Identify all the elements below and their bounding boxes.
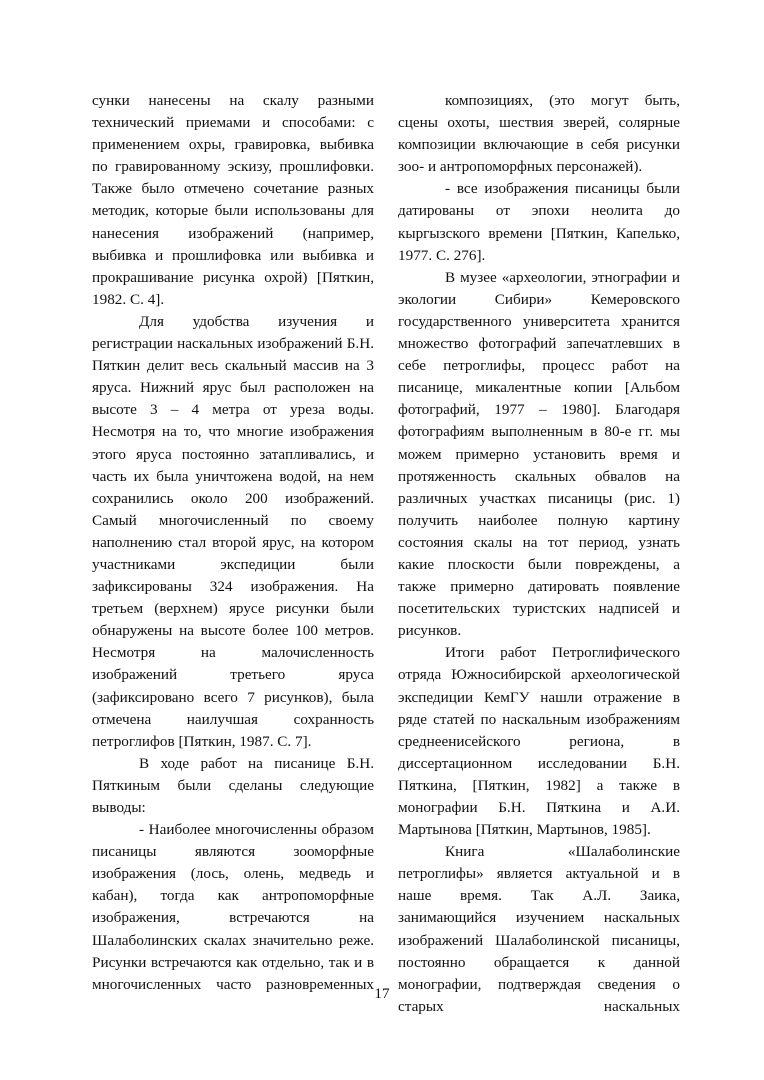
paragraph: композициях, (это могут быть, сцены охоты, шествия зверей, солярные композиции включающие в себя рисунки зоо- и антропоморфных персонажей).: [398, 92, 680, 176]
paragraph: - Наиболее многочисленны образом писаницы являются зооморфные изображения (лось, олень, медведь и кабан), тогда как антропоморфные изображения, встречаются на Шалаболинских скалах значительно реже. Рисунки встречаются как отдельно, так и в многочисленных часто разновременных: [92, 821, 374, 993]
paragraph: В музее «археологии, этнографии и экологии Сибири» Кемеровского государственного университета хранится множество фотографий запечатлевших в себе петроглифы, процесс работ на писанице, микалентные копии [Альбом фотографий, 1977 – 1980]. Благодаря фотографиям выполненным в 80-е гг. мы можем примерно установить время и протяженность скальных обвалов на различных участках писаницы (рис. 1) получить наиболее полную картину состояния скалы на тот период, узнать какие плоскости были повреждены, а также примерно датировать появление посетительских туристских надписей и рисунков.: [398, 268, 680, 640]
paragraph: - все изображения писаницы были датированы от эпохи неолита до кыргызского времени [Пяткин, Капелько, 1977. С. 276].: [398, 180, 680, 264]
right-column: [398, 90, 680, 1018]
left-column: [92, 90, 374, 996]
page-number: 17: [374, 985, 390, 1002]
paragraph: В ходе работ на писанице Б.Н. Пяткиным были сделаны следующие выводы:: [92, 754, 374, 816]
paragraph: Итоги работ Петроглифического отряда Южносибирской археологической экспедиции КемГУ нашли отражение в ряде статей по наскальным изображениям среднеенисейского региона, в диссертационном исследовании Б.Н. Пяткина, [Пяткин, 1982] а также в монографии Б.Н. Пяткина и А.И. Мартынова [Пяткин, Мартынов, 1985].: [398, 644, 680, 839]
paragraph: Книга «Шалаболинские петроглифы» является актуальной и в наше время. Так А.Л. Заика, занимающийся изучением наскальных изображений Шалаболинской писаницы, постоянно обращается к данной монографии, подтверждая сведения о старых наскальных: [398, 843, 680, 1015]
paragraph: Для удобства изучения и регистрации наскальных изображений Б.Н. Пяткин делит весь скальный массив на 3 яруса. Нижний ярус был расположен на высоте 3 – 4 метра от уреза воды. Несмотря на то, что многие изображения этого яруса постоянно затапливались, и часть их была уничтожена водой, на нем сохранились около 200 изображений. Самый многочисленный по своему наполнению стал второй ярус, на котором участниками экспедиции были зафиксированы 324 изображения. На третьем (верхнем) ярусе рисунки были обнаружены на высоте более 100 метров. Несмотря на малочисленность изображений третьего яруса (зафиксировано всего 7 рисунков), была отмечена наилучшая сохранность петроглифов [Пяткин, 1987. С. 7].: [92, 312, 374, 750]
paragraph: сунки нанесены на скалу разными технический приемами и способами: с применением охры, гравировка, выбивка по гравированному эскизу, прошлифовки. Также было отмечено сочетание разных методик, которые были использованы для нанесения изображений (например, выбивка и прошлифовка или выбивка и прокрашивание рисунка охрой) [Пяткин, 1982. С. 4].: [92, 92, 374, 308]
